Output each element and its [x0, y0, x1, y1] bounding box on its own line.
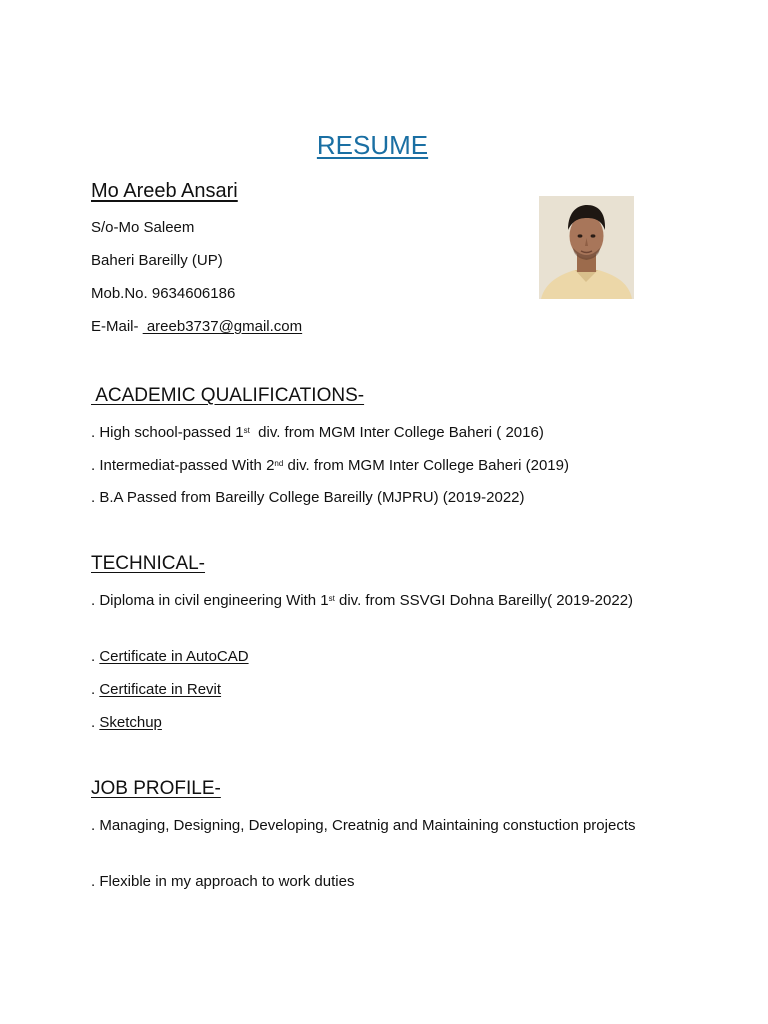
- cert-item-sketchup: . Sketchup: [91, 714, 162, 731]
- applicant-name: Mo Areeb Ansari: [91, 180, 238, 202]
- cert-autocad: Certificate in AutoCAD: [99, 648, 249, 665]
- cert-item-autocad: . Certificate in AutoCAD: [91, 648, 249, 665]
- academic-item: . High school-passed 1st div. from MGM Inter College Baheri ( 2016): [91, 424, 544, 441]
- academic-item: . B.A Passed from Bareilly College Bareilly (MJPRU) (2019-2022): [91, 489, 525, 506]
- email-label: E-Mail-: [91, 318, 143, 335]
- mobile-number: Mob.No. 9634606186: [91, 285, 236, 302]
- technical-heading: TECHNICAL-: [91, 553, 206, 574]
- academic-heading: ACADEMIC QUALIFICATIONS-: [91, 385, 365, 406]
- cert-revit: Certificate in Revit: [99, 681, 222, 698]
- job-item: . Managing, Designing, Developing, Creatnig and Maintaining constuction projects: [91, 817, 636, 834]
- resume-title: RESUME: [316, 130, 429, 160]
- email-link[interactable]: areeb3737@gmail.com: [142, 318, 303, 335]
- job-item: . Flexible in my approach to work duties: [91, 873, 355, 890]
- portrait-icon: [539, 196, 634, 299]
- diploma-item: . Diploma in civil engineering With 1st div. from SSVGI Dohna Bareilly( 2019-2022): [91, 592, 634, 609]
- address: Baheri Bareilly (UP): [91, 252, 223, 269]
- job-profile-heading: JOB PROFILE-: [91, 778, 221, 799]
- portrait-photo: [539, 196, 634, 299]
- email-line: [91, 317, 302, 337]
- cert-sketchup: Sketchup: [99, 714, 162, 731]
- cert-item-revit: . Certificate in Revit: [91, 681, 222, 698]
- academic-item: . Intermediat-passed With 2nd div. from MGM Inter College Baheri (2019): [91, 457, 569, 474]
- parent-name: S/o-Mo Saleem: [91, 219, 195, 236]
